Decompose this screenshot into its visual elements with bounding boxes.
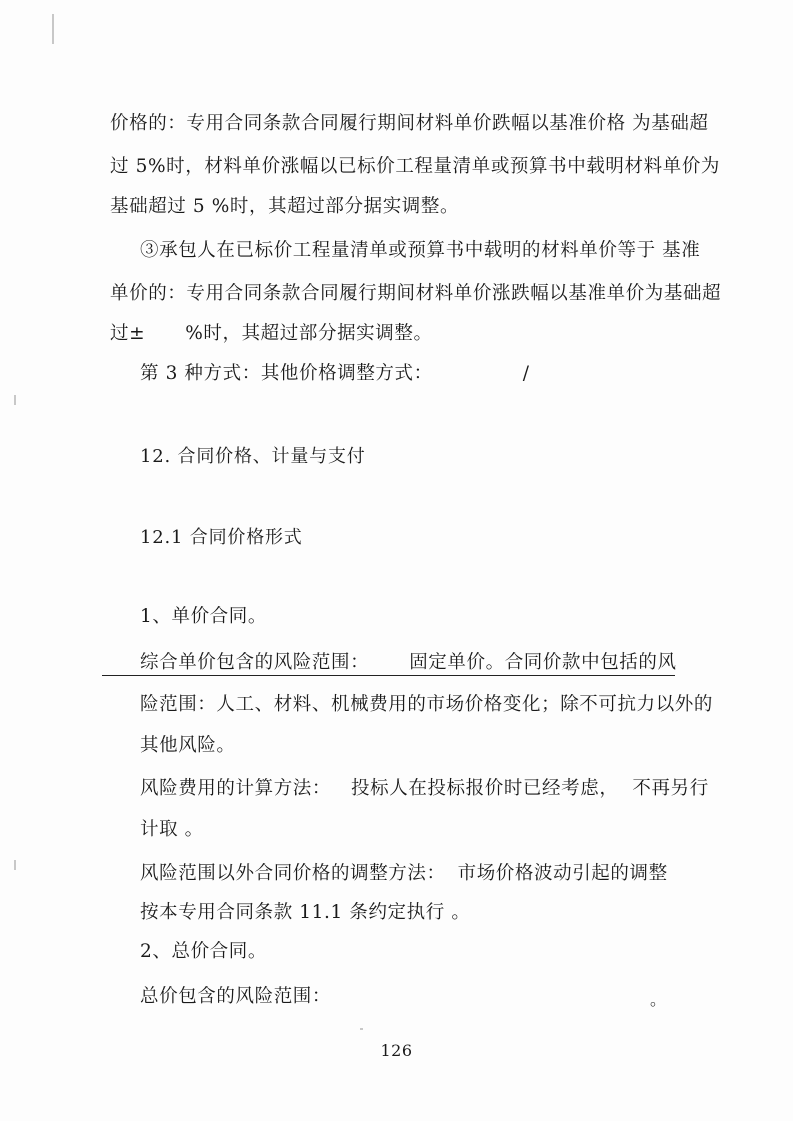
method-3-value: / [522, 363, 530, 384]
unit-price-item: 1、单价合同。 [140, 606, 267, 627]
method-3-label: 第 3 种方式：其他价格调整方式： [140, 363, 433, 384]
paragraph-line [110, 322, 433, 346]
adjust-method-line [140, 862, 668, 886]
method-3-line [140, 362, 530, 386]
underline-rule [102, 675, 675, 676]
text-fragment: 过± [110, 323, 146, 344]
paragraph-line: 计取 。 [140, 819, 204, 840]
paragraph-line: 按本专用合同条款 11.1 条约定执行 。 [140, 902, 471, 923]
paragraph-line: ③承包人在已标价工程量清单或预算书中载明的材料单价等于 基准 [140, 240, 701, 261]
paragraph-line: 险范围：人工、材料、机械费用的市场价格变化；除不可抗力以外的 [140, 694, 714, 715]
scan-mark [14, 395, 16, 405]
adjust-method-label: 风险范围以外合同价格的调整方法： [140, 863, 446, 884]
lump-sum-item: 2、总价合同。 [140, 941, 267, 962]
page-number: 126 [380, 1041, 413, 1060]
paragraph-line: 过 5%时，材料单价涨幅以已标价工程量清单或预算书中载明材料单价为 [110, 156, 721, 177]
adjust-method-value: 市场价格波动引起的调整 [457, 863, 668, 884]
text-fragment: %时，其超过部分据实调整。 [185, 323, 433, 344]
risk-cost-value: 不再另行 [632, 778, 709, 799]
scan-mark [360, 1028, 363, 1030]
trailing-period: 。 [650, 990, 667, 1009]
risk-cost-label: 风险费用的计算方法： [140, 778, 332, 799]
unit-price-risk-scope [140, 651, 677, 675]
risk-cost-line [140, 777, 709, 801]
paragraph-line: 其他风险。 [140, 735, 236, 756]
paragraph-line: 基础超过 5 %时，其超过部分据实调整。 [110, 196, 460, 217]
section-heading-12-1: 12.1 合同价格形式 [140, 527, 303, 548]
risk-cost-value: 投标人在投标报价时已经考虑， [351, 778, 619, 799]
lump-sum-risk-scope: 总价包含的风险范围： [140, 986, 332, 1007]
paragraph-line: 单价的：专用合同条款合同履行期间材料单价涨跌幅以基准单价为基础超 [110, 283, 722, 304]
section-heading-12: 12. 合同价格、计量与支付 [140, 446, 366, 467]
risk-scope-value: 固定单价。合同价款中包括的风 [409, 652, 677, 673]
scan-mark [52, 14, 54, 44]
paragraph-line: 价格的：专用合同条款合同履行期间材料单价跌幅以基准价格 为基础超 [110, 113, 709, 134]
scan-mark [14, 860, 16, 870]
risk-scope-label: 综合单价包含的风险范围： [140, 652, 370, 673]
